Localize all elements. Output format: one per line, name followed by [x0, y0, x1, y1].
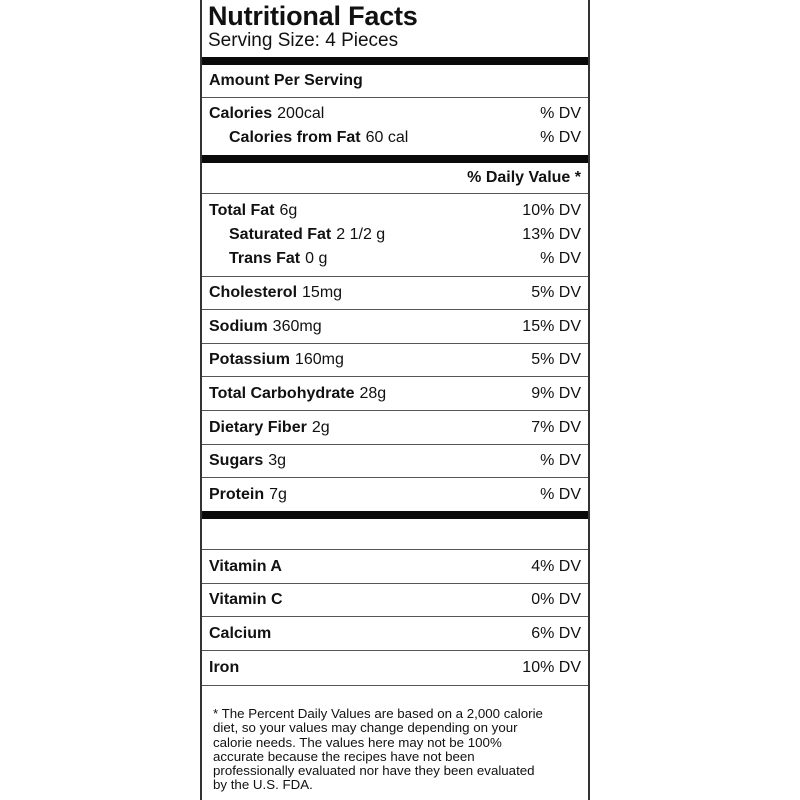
total-fat-row	[202, 199, 588, 223]
nutrient-dv: % DV	[540, 250, 581, 267]
nutrient-amount: 360mg	[272, 317, 322, 335]
vitamin-name: Vitamin C	[209, 591, 283, 608]
amount-per-serving-row	[202, 65, 588, 98]
nutrient-dv: % DV	[540, 129, 581, 146]
vitamin-row-vitamin-c	[202, 584, 588, 617]
nutrient-row-total-carbohydrate	[202, 377, 588, 411]
nutrient-amount: 160mg	[294, 351, 344, 368]
nutrient-dv: % DV	[540, 452, 581, 469]
nutrient-name: Calories from Fat	[229, 129, 361, 146]
calories-from-fat-row	[202, 126, 588, 150]
nutrient-amount: 6g	[279, 202, 298, 219]
footnote-line: * The Percent Daily Values are based on a 2,000 calorie	[213, 706, 543, 721]
nutrient-dv: 5% DV	[531, 284, 581, 301]
nutrient-dv: 10% DV	[522, 202, 581, 219]
nutrient-amount: 28g	[359, 384, 387, 402]
fat-block	[202, 194, 588, 277]
footnote-line: accurate because the recipes have not been	[213, 748, 475, 764]
nutrient-amount: 7g	[269, 485, 287, 503]
vitamin-row-vitamin-a	[202, 550, 588, 584]
nutrient-dv: 13% DV	[522, 226, 581, 243]
nutrient-row-sugars	[202, 445, 588, 478]
vitamin-row-calcium	[202, 617, 588, 651]
vitamin-dv: 0% DV	[531, 591, 581, 608]
nutrient-amount: 15mg	[302, 284, 343, 301]
nutrient-name: Total Fat	[209, 202, 275, 219]
nutrient-amount: 3g	[268, 452, 287, 469]
footnote-line: professionally evaluated nor have they been evaluated	[213, 763, 535, 779]
nutrient-amount: 2 1/2 g	[336, 226, 386, 243]
serving-size: Serving Size: 4 Pieces	[208, 30, 399, 51]
calories-row	[202, 102, 588, 126]
nutrient-amount: 60 cal	[365, 129, 409, 146]
vitamin-dv: 6% DV	[531, 624, 581, 642]
nutrient-name: Total Carbohydrate	[209, 384, 355, 402]
daily-value-header	[202, 163, 588, 194]
vitamin-name: Iron	[209, 659, 240, 676]
nutrient-name: Trans Fat	[229, 250, 301, 267]
nutrient-amount: 2g	[311, 418, 330, 436]
vitamin-dv: 10% DV	[522, 659, 581, 676]
nutrient-name: Protein	[209, 485, 265, 503]
footnote	[202, 686, 588, 800]
footnote-line: calorie needs. The values here may not be 100%	[213, 734, 502, 750]
daily-value-header-text: % Daily Value *	[467, 169, 581, 186]
nutrient-row-cholesterol	[202, 277, 588, 310]
thick-divider	[202, 57, 588, 65]
amount-per-serving-label: Amount Per Serving	[209, 72, 363, 89]
nutrient-name: Calories	[209, 105, 273, 122]
vitamin-name: Vitamin A	[209, 557, 282, 575]
blank-row	[202, 519, 588, 550]
calories-block	[202, 98, 588, 155]
nutrient-dv: 15% DV	[522, 317, 581, 335]
vitamin-row-iron	[202, 651, 588, 686]
label-title: Nutritional Facts	[208, 1, 418, 31]
nutrient-dv: 7% DV	[531, 418, 581, 436]
nutrient-row-protein	[202, 478, 588, 511]
nutrient-dv: 5% DV	[531, 351, 581, 368]
nutrient-dv: 9% DV	[531, 384, 581, 402]
footnote-line: by the U.S. FDA.	[213, 777, 313, 793]
nutrient-row-potassium	[202, 344, 588, 377]
nutrient-name: Sodium	[209, 317, 268, 335]
nutrient-name: Cholesterol	[209, 284, 298, 301]
nutrient-name: Potassium	[209, 351, 290, 368]
nutrient-name: Dietary Fiber	[209, 418, 307, 436]
nutrient-dv: % DV	[540, 485, 581, 503]
thick-divider	[202, 511, 588, 519]
footnote-line: diet, so your values may change depending on your	[213, 720, 518, 736]
saturated-fat-row	[202, 223, 588, 247]
vitamin-dv: 4% DV	[531, 557, 581, 575]
nutrient-name: Sugars	[209, 452, 264, 469]
nutrition-facts-label	[200, 0, 590, 800]
trans-fat-row	[202, 247, 588, 271]
nutrient-amount: 200cal	[277, 105, 325, 122]
nutrient-dv: % DV	[540, 105, 581, 122]
nutrient-amount: 0 g	[305, 250, 328, 267]
nutrient-name: Saturated Fat	[229, 226, 332, 243]
thick-divider	[202, 155, 588, 163]
vitamin-name: Calcium	[209, 624, 272, 642]
nutrient-row-sodium	[202, 310, 588, 344]
nutrient-row-dietary-fiber	[202, 411, 588, 445]
label-header	[202, 0, 588, 57]
